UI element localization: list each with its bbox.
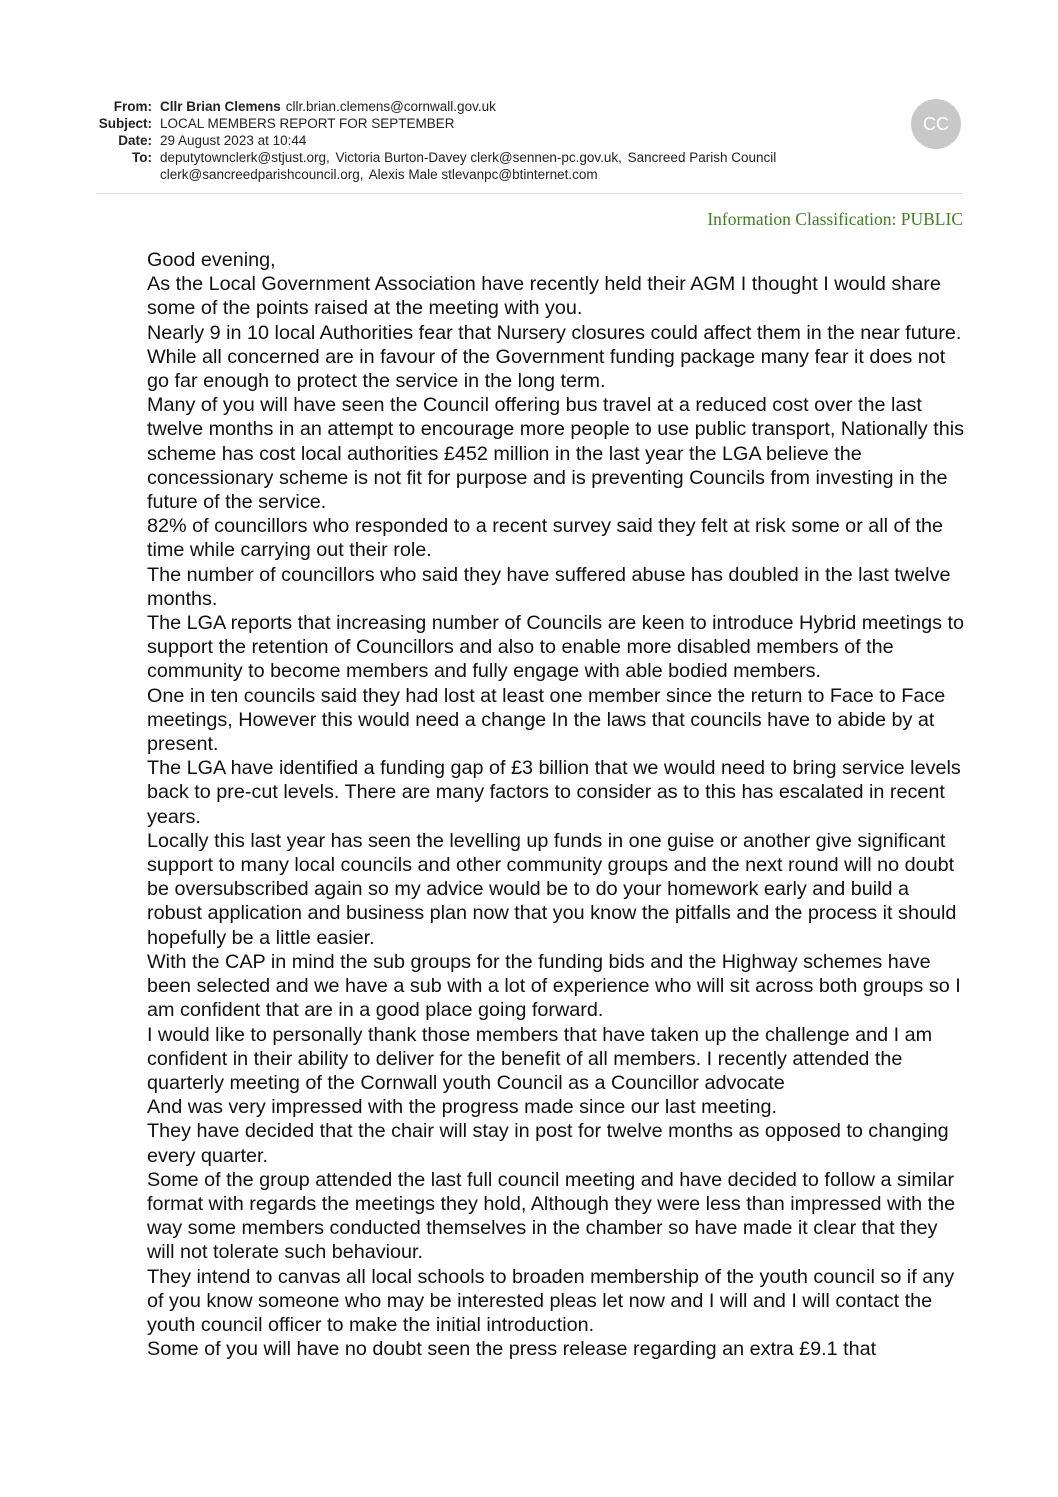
body-paragraph: Nearly 9 in 10 local Authorities fear that Nursery closures could affect them in the near future. (147, 321, 962, 344)
body-paragraph: Some of you will have no doubt seen the press release regarding an extra £9.1 that (147, 1338, 877, 1361)
body-paragraph: One in ten councils said they had lost at least one member since the return to Face to Face meetings, However this would need a change In the laws that councils have to abide by at present. (147, 684, 946, 756)
body-paragraph: They intend to canvas all local schools to broaden membership of the youth council so if any of you know someone who may be interested pleas let now and I will and I will contact the youth council officer to make the initial introduction. (147, 1265, 955, 1336)
body-paragraph: Many of you will have seen the Council offering bus travel at a reduced cost over the last twelve months in an attempt to encourage more people to use public transport, Nationally this scheme has cost local authorities £452 million in the last year the LGA believe the concessionary scheme is not fit for purpose and is preventing Councils from investing in the future of the service. (147, 394, 964, 514)
body-paragraph: Locally this last year has seen the levelling up funds in one guise or another give significant support to many local councils and other community groups and the next round will no doubt be oversubscribed again so my advice would be to do your homework early and build a robust application and business plan now that you know the pitfalls and the process it should hopefully be a little easier. (147, 829, 957, 949)
body-paragraph: I would like to personally thank those members that have taken up the challenge and I am confident in their ability to deliver for the benefit of all members. I recently attended the quarterly meeting of the Cornwall youth Council as a Councillor advocate (147, 1023, 933, 1094)
sender-name[interactable]: Cllr Brian Clemens (160, 99, 281, 114)
subject-label: Subject: (98, 116, 152, 131)
date-label: Date: (118, 133, 152, 148)
header-divider (96, 193, 962, 194)
classification-label: Information Classification: PUBLIC (707, 209, 963, 229)
body-paragraph: The LGA have identified a funding gap of £3 billion that we would need to bring service levels back to pre-cut levels. There are many factors to consider as to this has escalated in recent years. (147, 757, 961, 828)
body-paragraph: The number of councillors who said they have suffered abuse has doubled in the last twelve months. (147, 563, 951, 610)
body-paragraph: While all concerned are in favour of the Government funding package many fear it does not go far enough to protect the service in the long term. (147, 345, 946, 393)
from-row (96, 98, 961, 115)
body-paragraph: 82% of councillors who responded to a recent survey said they felt at risk some or all of the time while carrying out their role. (147, 515, 944, 562)
recipient[interactable]: deputytownclerk@stjust.org, (160, 150, 330, 165)
email-body (147, 248, 967, 1426)
from-label: From: (113, 99, 152, 114)
body-paragraph: As the Local Government Association have recently held their AGM I thought I would share some of the points raised at the meeting with you. (147, 273, 941, 320)
body-paragraph: Some of the group attended the last full council meeting and have decided to follow a similar format with regards the meetings they hold, Although they were less than impressed with the way some members conducted themselves in the chamber so have made it clear that they will not tolerate such behaviour. (147, 1168, 956, 1264)
to-label: To: (132, 150, 152, 165)
subject-value: LOCAL MEMBERS REPORT FOR SEPTEMBER (160, 116, 455, 131)
sender-email[interactable]: cllr.brian.clemens@cornwall.gov.uk (285, 99, 496, 114)
email-header (96, 98, 961, 183)
to-value (160, 149, 850, 183)
date-value: 29 August 2023 at 10:44 (160, 133, 307, 148)
recipient[interactable]: Victoria Burton-Davey clerk@sennen-pc.gov.uk, (335, 150, 622, 165)
body-paragraph: Good evening, (147, 249, 276, 271)
to-row (96, 149, 961, 183)
body-paragraph: With the CAP in mind the sub groups for the funding bids and the Highway schemes have been selected and we have a sub with a lot of experience who will sit across both groups so I am confident that are in a good place going forward. (147, 950, 961, 1022)
subject-row (96, 115, 961, 132)
body-paragraph: They have decided that the chair will stay in post for twelve months as opposed to changing every quarter. (147, 1120, 949, 1167)
body-paragraph: The LGA reports that increasing number of Councils are keen to introduce Hybrid meetings to support the retention of Councillors and also to enable more disabled members of the community to become members and fully engage with able bodied members. (147, 612, 964, 683)
body-paragraph: And was very impressed with the progress made since our last meeting. (147, 1096, 777, 1119)
from-value (160, 98, 850, 115)
recipient[interactable]: Alexis Male stlevanpc@btinternet.com (368, 167, 598, 182)
recipient[interactable]: Sancreed Parish Council clerk@sancreedparishcouncil.org, (160, 150, 777, 182)
sender-avatar: CC (911, 99, 961, 149)
date-row (96, 132, 961, 149)
